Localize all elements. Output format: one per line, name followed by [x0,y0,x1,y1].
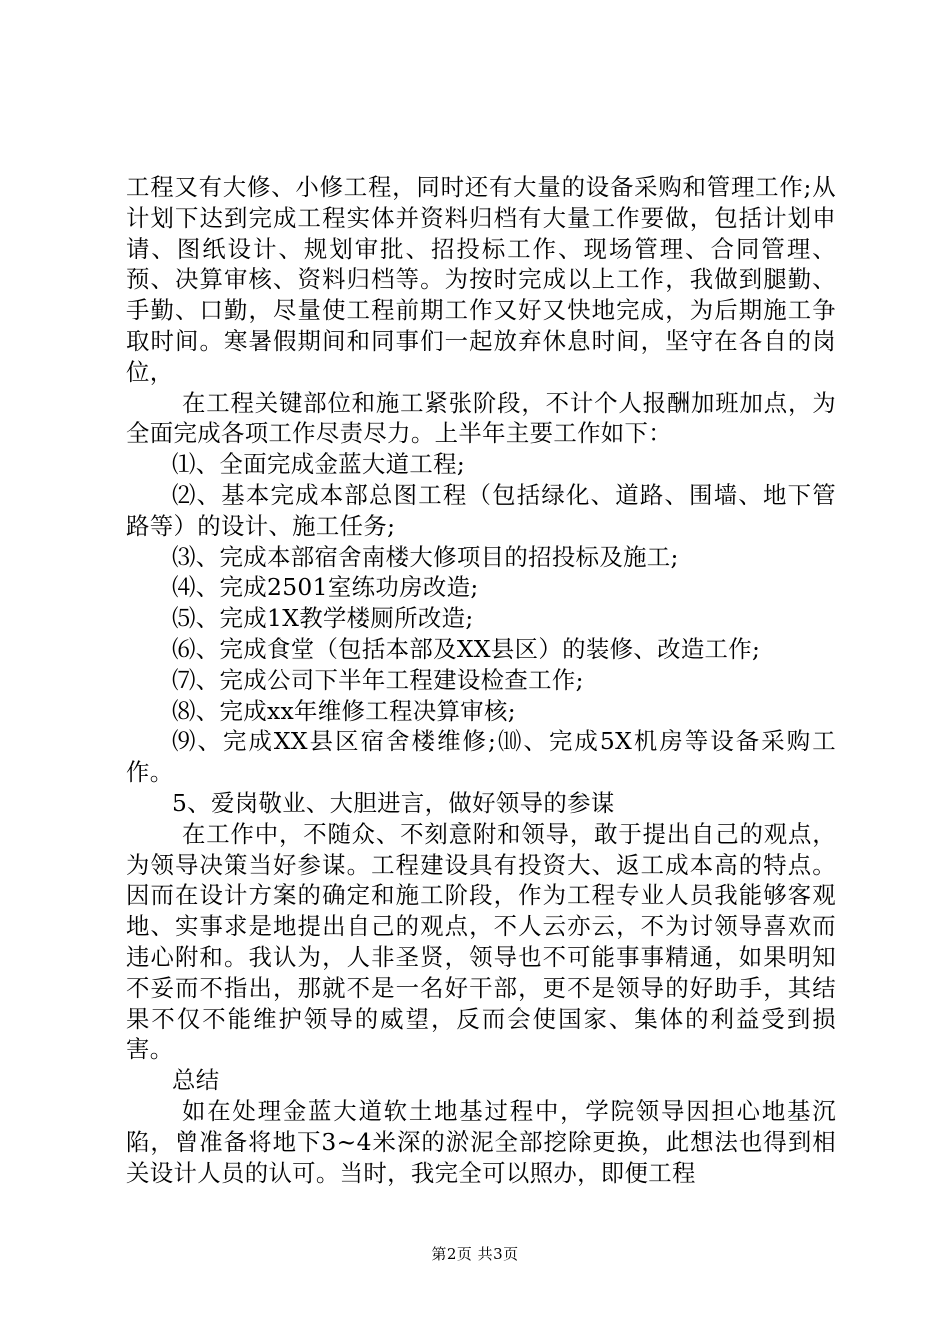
list-item-3: ⑶、完成本部宿舍南楼大修项目的招投标及施工; [172,542,679,571]
document-body [126,172,836,1188]
paragraph-continuation: 工程又有大修、小修工程，同时还有大量的设备采购和管理工作;从计划下达到完成工程实体并资料归档有大量工作要做，包括计划申请、图纸设计、规划审批、招投标工作、现场管理、合同管理、预、决算审核、资料归档等。为按时完成以上工作，我做到腿勤、手勤、口勤，尽量使工程前期工作又好又快地完成，为后期施工争取时间。寒暑假期间和同事们一起放弃休息时间，坚守在各自的岗位， [126,173,836,386]
page-footer: 第2页 共3页 [431,1245,519,1263]
list-item-7: ⑺、完成公司下半年工程建设检查工作; [172,665,584,694]
paragraph-overtime: 在工程关键部位和施工紧张阶段，不计个人报酬加班加点，为全面完成各项工作尽责尽力。上半年主要工作如下： [126,388,836,448]
list-item-1: ⑴、全面完成金蓝大道工程; [172,450,466,479]
heading-summary: 总结 [172,1066,220,1095]
list-item-5: ⑸、完成1X教学楼厕所改造; [172,604,474,633]
list-item-2: ⑵、基本完成本部总图工程（包括绿化、道路、围墙、地下管路等）的设计、施工任务; [126,480,836,540]
section-heading-5: 5、爱岗敬业、大胆进言，做好领导的参谋 [172,788,615,817]
paragraph-example: 如在处理金蓝大道软土地基过程中，学院领导因担心地基沉陷，曾准备将地下3~4米深的淤泥全部挖除更换，此想法也得到相关设计人员的认可。当时，我完全可以照办，即便工程 [126,1096,836,1187]
list-item-6: ⑹、完成食堂（包括本部及XX县区）的装修、改造工作; [172,634,761,663]
paragraph-advice: 在工作中，不随众、不刻意附和领导，敢于提出自己的观点，为领导决策当好参谋。工程建设具有投资大、返工成本高的特点。因而在设计方案的确定和施工阶段，作为工程专业人员我能够客观地、实事求是地提出自己的观点，不人云亦云，不为讨领导喜欢而违心附和。我认为，人非圣贤，领导也不可能事事精通，如果明知不妥而不指出，那就不是一名好干部，更不是领导的好助手，其结果不仅不能维护领导的威望，反而会使国家、集体的利益受到损害。 [126,819,836,1064]
list-item-4: ⑷、完成2501室练功房改造; [172,573,479,602]
list-item-8: ⑻、完成xx年维修工程决算审核; [172,696,516,725]
list-item-9-10: ⑼、完成XX县区宿舍楼维修;⑽、完成5X机房等设备采购工作。 [126,727,836,787]
